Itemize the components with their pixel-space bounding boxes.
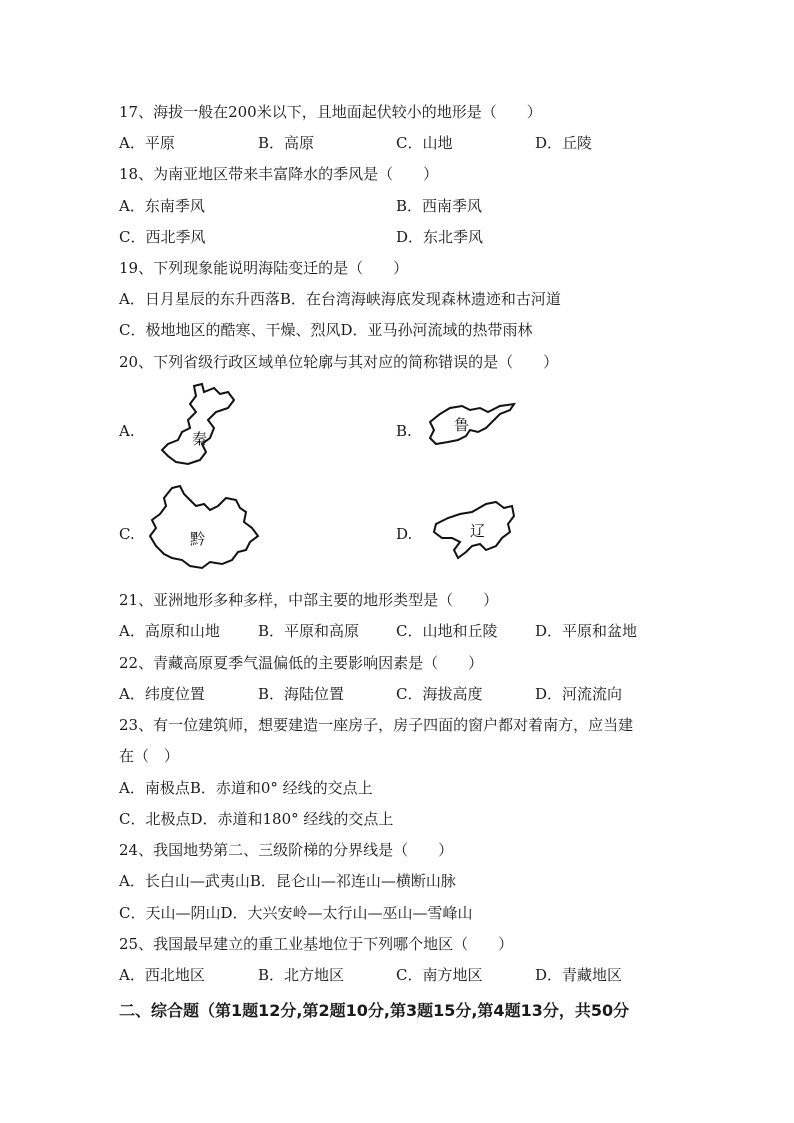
shandong-outline-map xyxy=(426,400,518,448)
q24-options-line-1: A．长白山—武夷山B．昆仑山—祁连山—横断山脉 xyxy=(119,872,456,890)
q20-option-c-letter: C. xyxy=(119,525,135,543)
q17-option-d: D．丘陵 xyxy=(535,134,593,152)
q20-option-b-letter: B. xyxy=(396,422,412,440)
q23-options-line-1: A．南极点B．赤道和0° 经线的交点上 xyxy=(119,779,373,797)
q19-stem: 19、下列现象能说明海陆变迁的是（ ） xyxy=(119,259,409,277)
q22-option-c: C．海拔高度 xyxy=(396,685,483,703)
q18-option-c: C．西北季风 xyxy=(119,228,206,246)
map-char-qin: 秦 xyxy=(192,430,208,448)
q25-option-d: D．青藏地区 xyxy=(535,966,623,984)
q19-options-line-2: C．极地地区的酷寒、干燥、烈风D．亚马孙河流域的热带雨林 xyxy=(119,321,533,339)
q23-options-line-2: C．北极点D．赤道和180° 经线的交点上 xyxy=(119,810,394,828)
q17-option-a: A．平原 xyxy=(119,134,175,152)
q25-stem: 25、我国最早建立的重工业基地位于下列哪个地区（ ） xyxy=(119,935,514,953)
q25-option-b: B．北方地区 xyxy=(258,966,345,984)
q20-option-d-letter: D. xyxy=(396,525,413,543)
map-char-liao: 辽 xyxy=(470,522,486,540)
q24-stem: 24、我国地势第二、三级阶梯的分界线是（ ） xyxy=(119,841,454,859)
q21-option-a: A．高原和山地 xyxy=(119,622,220,640)
q22-option-b: B．海陆位置 xyxy=(258,685,345,703)
shaanxi-outline-map xyxy=(158,382,238,468)
q21-option-b: B．平原和高原 xyxy=(258,622,360,640)
q21-stem: 21、亚洲地形多种多样，中部主要的地形类型是（ ） xyxy=(119,591,499,609)
liaoning-outline-map xyxy=(430,498,518,562)
q17-option-b: B．高原 xyxy=(258,134,315,152)
q20-option-a-letter: A. xyxy=(119,422,135,440)
q18-option-b: B．西南季风 xyxy=(396,197,483,215)
q20-stem: 20、下列省级行政区域单位轮廓与其对应的简称错误的是（ ） xyxy=(119,353,559,371)
guizhou-outline-map xyxy=(146,484,262,572)
q17-stem: 17、海拔一般在200米以下，且地面起伏较小的地形是（ ） xyxy=(119,103,542,121)
q25-option-a: A．西北地区 xyxy=(119,966,205,984)
q24-options-line-2: C．天山—阴山D．大兴安岭—太行山—巫山—雪峰山 xyxy=(119,904,473,922)
section-2-heading: 二、综合题（第1题12分,第2题10分,第3题15分,第4题13分，共50分 xyxy=(119,1001,630,1020)
q25-option-c: C．南方地区 xyxy=(396,966,483,984)
q21-option-d: D．平原和盆地 xyxy=(535,622,638,640)
q23-stem-line-1: 23、有一位建筑师，想要建造一座房子，房子四面的窗户都对着南方，应当建 xyxy=(119,716,634,734)
q18-option-a: A．东南季风 xyxy=(119,197,205,215)
q22-option-a: A．纬度位置 xyxy=(119,685,205,703)
q22-stem: 22、青藏高原夏季气温偏低的主要影响因素是（ ） xyxy=(119,654,484,672)
q23-stem-line-2: 在（ ） xyxy=(119,747,180,765)
q18-stem: 18、为南亚地区带来丰富降水的季风是（ ） xyxy=(119,165,439,183)
q17-option-c: C．山地 xyxy=(396,134,453,152)
map-char-lu: 鲁 xyxy=(454,416,470,434)
q19-options-line-1: A．日月星辰的东升西落B．在台湾海峡海底发现森林遗迹和古河道 xyxy=(119,290,561,308)
q22-option-d: D．河流流向 xyxy=(535,685,623,703)
map-char-qian: 黔 xyxy=(190,530,206,548)
q18-option-d: D．东北季风 xyxy=(396,228,484,246)
q21-option-c: C．山地和丘陵 xyxy=(396,622,498,640)
